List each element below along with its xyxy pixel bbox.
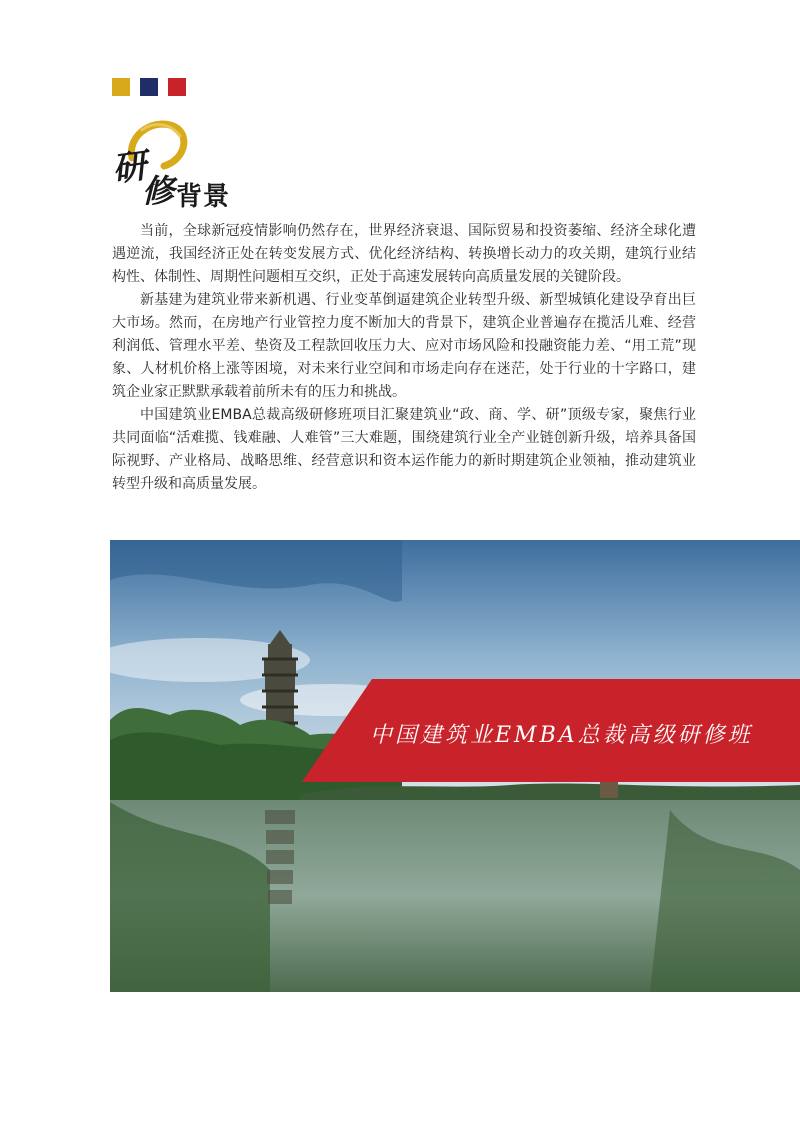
gold-square [112, 78, 130, 96]
heading-rest: 背景 [176, 182, 231, 212]
section-heading [104, 118, 244, 212]
paragraph-2: 新基建为建筑业带来新机遇、行业变革倒逼建筑企业转型升级、新型城镇化建设孕育出巨大市场。然而，在房地产行业管控力度不断加大的背景下，建筑企业普遍存在揽活儿难、经营利润低、管理水平差、垫资及工程款回收压力大、应对市场风险和投融资能力差、“用工荒”现象、人材机价格上涨等困境，对未来行业空间和市场走向存在迷茫，处于行业的十字路口，建筑企业家正默默承载着前所未有的压力和挑战。 [112, 292, 696, 400]
heading-char-2: 修 [142, 172, 175, 210]
paragraph-1: 当前，全球新冠疫情影响仍然存在，世界经济衰退、国际贸易和投资萎缩、经济全球化遭遇逆流，我国经济正处在转变发展方式、优化经济结构、转换增长动力的攻关期，建筑行业结构性、体制性、周期性问题相互交织，正处于高速发展转向高质量发展的关键阶段。 [112, 223, 696, 285]
body-text [112, 220, 696, 496]
banner-title: 中国建筑业EMBA总裁高级研修班 [370, 723, 753, 748]
color-squares [112, 78, 186, 96]
heading-char-1: 研 [109, 145, 150, 191]
navy-square [140, 78, 158, 96]
red-square [168, 78, 186, 96]
paragraph-3: 中国建筑业EMBA总裁高级研修班项目汇聚建筑业“政、商、学、研”顶级专家，聚焦行业共同面临“活难揽、钱难融、人难管”三大难题，围绕建筑行业全产业链创新升级，培养具备国际视野、产业格局、战略思维、经营意识和资本运作能力的新时期建筑企业领袖，推动建筑业转型升级和高质量发展。 [112, 407, 696, 492]
